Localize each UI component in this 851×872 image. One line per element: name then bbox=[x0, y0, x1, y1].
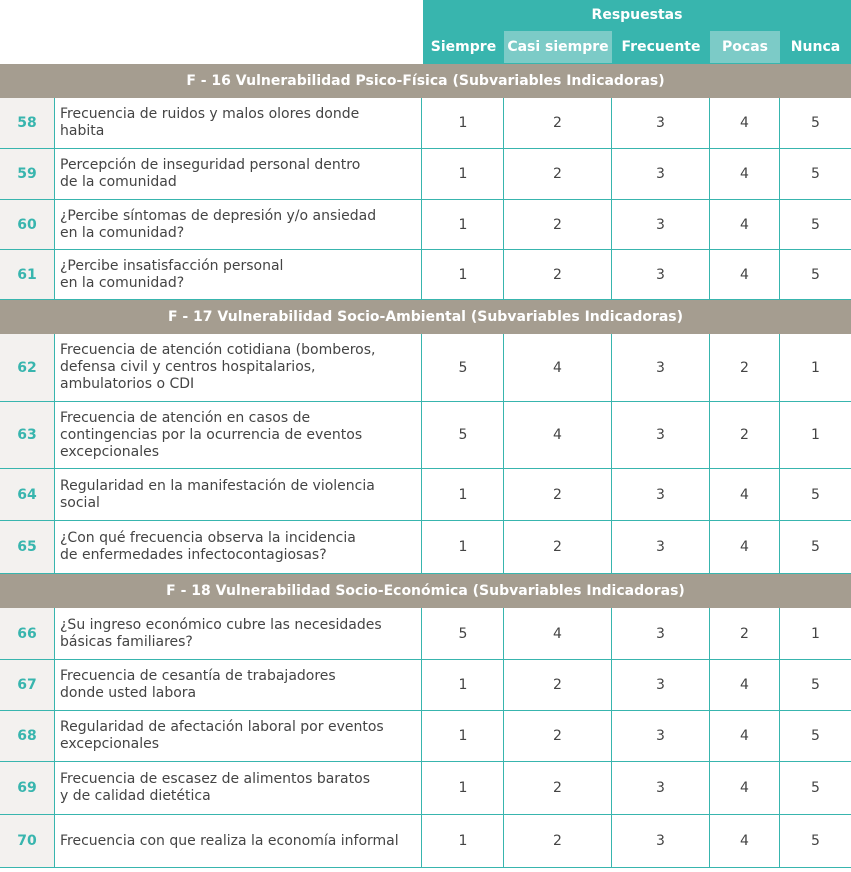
col-header-frecuente: Frecuente bbox=[621, 39, 701, 55]
value-casi-siempre: 2 bbox=[504, 815, 612, 867]
value-pocas: 4 bbox=[710, 98, 780, 148]
col-header-casi-siempre: Casi siempre bbox=[504, 31, 612, 63]
value-frecuente: 3 bbox=[612, 200, 710, 249]
value-pocas: 4 bbox=[710, 762, 780, 814]
section-header-f16: F - 16 Vulnerabilidad Psico-Física (Subvariables Indicadoras) bbox=[0, 64, 851, 98]
table-row bbox=[0, 149, 851, 200]
col-header-nunca: Nunca bbox=[790, 39, 841, 55]
value-frecuente: 3 bbox=[612, 334, 710, 401]
value-pocas: 2 bbox=[710, 402, 780, 468]
value-casi-siempre: 2 bbox=[504, 98, 612, 148]
value-frecuente: 3 bbox=[612, 250, 710, 299]
value-siempre: 5 bbox=[423, 608, 504, 659]
col-header-siempre: Siempre bbox=[430, 39, 497, 55]
value-frecuente: 3 bbox=[612, 660, 710, 710]
value-casi-siempre: 2 bbox=[504, 469, 612, 520]
row-question: ¿Su ingreso económico cubre las necesidades básicas familiares? bbox=[55, 608, 422, 659]
row-number: 65 bbox=[0, 521, 55, 573]
row-number: 60 bbox=[0, 200, 55, 249]
value-casi-siempre: 2 bbox=[504, 250, 612, 299]
value-pocas: 4 bbox=[710, 521, 780, 573]
value-nunca: 5 bbox=[811, 833, 820, 849]
row-number: 68 bbox=[0, 711, 55, 761]
value-frecuente: 3 bbox=[612, 762, 710, 814]
value-pocas: 2 bbox=[710, 608, 780, 659]
table-row bbox=[0, 762, 851, 815]
value-nunca: 1 bbox=[811, 625, 820, 642]
value-casi-siempre: 2 bbox=[504, 521, 612, 573]
table-row bbox=[0, 521, 851, 574]
value-siempre: 1 bbox=[423, 660, 504, 710]
value-casi-siempre: 2 bbox=[504, 149, 612, 199]
value-pocas: 4 bbox=[710, 149, 780, 199]
table-row bbox=[0, 711, 851, 762]
row-number: 70 bbox=[0, 815, 55, 867]
value-pocas: 4 bbox=[710, 815, 780, 867]
value-siempre: 1 bbox=[423, 815, 504, 867]
table-row bbox=[0, 98, 851, 149]
value-casi-siempre: 2 bbox=[504, 711, 612, 761]
value-nunca: 5 bbox=[811, 266, 820, 283]
value-nunca: 5 bbox=[811, 677, 820, 693]
table-row bbox=[0, 608, 851, 660]
value-siempre: 5 bbox=[423, 402, 504, 468]
table-row bbox=[0, 200, 851, 250]
value-frecuente: 3 bbox=[612, 149, 710, 199]
row-number: 63 bbox=[0, 402, 55, 468]
value-pocas: 2 bbox=[710, 334, 780, 401]
value-nunca: 5 bbox=[811, 216, 820, 233]
row-question: Regularidad en la manifestación de violencia social bbox=[55, 469, 422, 520]
value-pocas: 4 bbox=[710, 200, 780, 249]
row-number: 66 bbox=[0, 608, 55, 659]
table-row bbox=[0, 334, 851, 402]
value-siempre: 1 bbox=[423, 98, 504, 148]
row-question: Frecuencia con que realiza la economía informal bbox=[55, 815, 422, 867]
table-row bbox=[0, 250, 851, 300]
row-number: 69 bbox=[0, 762, 55, 814]
row-question: ¿Percibe síntomas de depresión y/o ansiedad en la comunidad? bbox=[55, 200, 422, 249]
value-frecuente: 3 bbox=[612, 402, 710, 468]
row-number: 64 bbox=[0, 469, 55, 520]
row-number: 59 bbox=[0, 149, 55, 199]
row-question: Frecuencia de escasez de alimentos baratos y de calidad dietética bbox=[55, 762, 422, 814]
table-row bbox=[0, 660, 851, 711]
value-siempre: 1 bbox=[423, 200, 504, 249]
value-frecuente: 3 bbox=[612, 608, 710, 659]
value-frecuente: 3 bbox=[612, 98, 710, 148]
value-siempre: 1 bbox=[423, 711, 504, 761]
row-question: Frecuencia de atención cotidiana (bomberos, defensa civil y centros hospitalarios, ambulatorios o CDI bbox=[55, 334, 422, 401]
responses-title: Respuestas bbox=[591, 7, 683, 23]
value-nunca: 5 bbox=[811, 728, 820, 744]
table-header bbox=[0, 0, 851, 64]
value-casi-siempre: 4 bbox=[504, 608, 612, 659]
row-number: 58 bbox=[0, 98, 55, 148]
section-header-f17: F - 17 Vulnerabilidad Socio-Ambiental (Subvariables Indicadoras) bbox=[0, 300, 851, 334]
value-nunca: 5 bbox=[811, 166, 820, 182]
value-siempre: 1 bbox=[423, 762, 504, 814]
row-question: Regularidad de afectación laboral por eventos excepcionales bbox=[55, 711, 422, 761]
value-nunca: 5 bbox=[811, 115, 820, 131]
value-siempre: 1 bbox=[423, 250, 504, 299]
value-nunca: 5 bbox=[811, 539, 820, 555]
value-casi-siempre: 2 bbox=[504, 762, 612, 814]
table-row bbox=[0, 469, 851, 521]
value-casi-siempre: 2 bbox=[504, 660, 612, 710]
row-question: Frecuencia de atención en casos de contingencias por la ocurrencia de eventos excepcionales bbox=[55, 402, 422, 468]
col-header-pocas: Pocas bbox=[710, 31, 780, 63]
row-question: ¿Percibe insatisfacción personal en la comunidad? bbox=[55, 250, 422, 299]
value-siempre: 5 bbox=[423, 334, 504, 401]
value-casi-siempre: 4 bbox=[504, 402, 612, 468]
value-frecuente: 3 bbox=[612, 469, 710, 520]
value-siempre: 1 bbox=[423, 469, 504, 520]
value-nunca: 1 bbox=[811, 359, 820, 376]
row-question: Percepción de inseguridad personal dentro de la comunidad bbox=[55, 149, 422, 199]
row-number: 61 bbox=[0, 250, 55, 299]
value-casi-siempre: 2 bbox=[504, 200, 612, 249]
value-nunca: 5 bbox=[811, 780, 820, 796]
value-pocas: 4 bbox=[710, 469, 780, 520]
section-header-f18: F - 18 Vulnerabilidad Socio-Económica (Subvariables Indicadoras) bbox=[0, 574, 851, 608]
value-siempre: 1 bbox=[423, 149, 504, 199]
value-pocas: 4 bbox=[710, 711, 780, 761]
table-row bbox=[0, 402, 851, 469]
value-frecuente: 3 bbox=[612, 711, 710, 761]
value-pocas: 4 bbox=[710, 660, 780, 710]
row-number: 62 bbox=[0, 334, 55, 401]
value-frecuente: 3 bbox=[612, 521, 710, 573]
value-nunca: 5 bbox=[811, 486, 820, 503]
row-question: ¿Con qué frecuencia observa la incidencia de enfermedades infectocontagiosas? bbox=[55, 521, 422, 573]
row-number: 67 bbox=[0, 660, 55, 710]
value-nunca: 1 bbox=[811, 427, 820, 443]
row-question: Frecuencia de ruidos y malos olores donde habita bbox=[55, 98, 422, 148]
value-casi-siempre: 4 bbox=[504, 334, 612, 401]
table-row bbox=[0, 815, 851, 868]
row-question: Frecuencia de cesantía de trabajadores donde usted labora bbox=[55, 660, 422, 710]
value-siempre: 1 bbox=[423, 521, 504, 573]
value-frecuente: 3 bbox=[612, 815, 710, 867]
value-pocas: 4 bbox=[710, 250, 780, 299]
